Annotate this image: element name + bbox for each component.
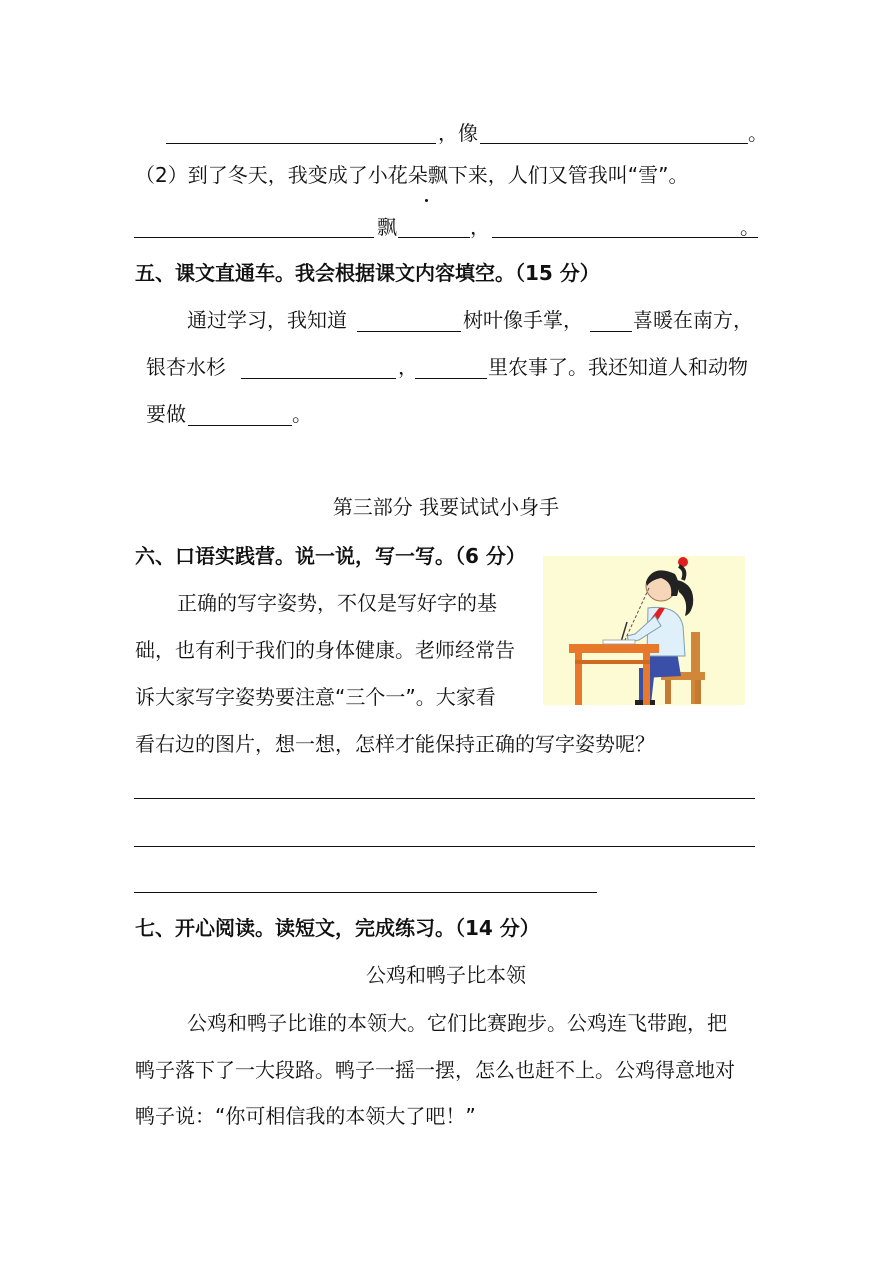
answer-blank[interactable] xyxy=(480,143,748,144)
writing-line[interactable] xyxy=(134,798,755,799)
answer-blank[interactable] xyxy=(166,143,436,144)
section-heading: 六、口语实践营。说一说，写一写。（6 分） xyxy=(135,544,526,568)
answer-blank[interactable] xyxy=(357,331,461,332)
text: ， xyxy=(470,215,490,239)
text: ，像 xyxy=(438,121,478,145)
paragraph-line: 正确的写字姿势，不仅是写好字的基 xyxy=(177,591,497,615)
answer-blank[interactable] xyxy=(241,378,396,379)
question-item-2: （2）到了冬天，我变成了小花朵飘下来，人们又管我叫“雪”。 xyxy=(135,163,689,187)
paragraph-line: 诉大家写字姿势要注意“三个一”。大家看 xyxy=(135,685,496,709)
girl-writing-at-desk-illustration xyxy=(543,556,745,705)
answer-blank[interactable] xyxy=(188,425,292,426)
story-title: 公鸡和鸭子比本领 xyxy=(366,963,526,987)
answer-blank[interactable] xyxy=(492,237,758,238)
text: 。 xyxy=(748,121,768,145)
text: 飘 xyxy=(377,215,397,239)
text: 要做 xyxy=(146,402,186,426)
text: 通过学习，我知道 xyxy=(187,308,347,332)
text: 树叶像手掌， xyxy=(463,308,583,332)
paragraph-line: 公鸡和鸭子比谁的本领大。它们比赛跑步。公鸡连飞带跑，把 xyxy=(187,1011,727,1035)
text: 里农事了。我还知道人和动物 xyxy=(488,355,748,379)
writing-line[interactable] xyxy=(134,892,597,893)
answer-blank[interactable] xyxy=(415,378,487,379)
emphasis-dot xyxy=(425,199,428,202)
section-heading: 七、开心阅读。读短文，完成练习。（14 分） xyxy=(135,916,540,940)
paragraph-line: 看右边的图片，想一想，怎样才能保持正确的写字姿势呢？ xyxy=(135,732,655,756)
text: 。 xyxy=(292,402,312,426)
text: 喜暖在南方， xyxy=(633,308,753,332)
paragraph-line: 础，也有利于我们的身体健康。老师经常告 xyxy=(135,638,515,662)
text: 银杏水杉 xyxy=(146,355,226,379)
answer-blank[interactable] xyxy=(134,237,374,238)
answer-blank[interactable] xyxy=(398,237,470,238)
text: 。 xyxy=(740,215,760,239)
section-heading: 五、课文直通车。我会根据课文内容填空。（15 分） xyxy=(135,261,600,285)
text: ， xyxy=(398,355,418,379)
paragraph-line: 鸭子落下了一大段路。鸭子一摇一摆，怎么也赶不上。公鸡得意地对 xyxy=(135,1058,735,1082)
part-title: 第三部分 我要试试小身手 xyxy=(332,495,560,519)
paragraph-line: 鸭子说：“你可相信我的本领大了吧！” xyxy=(135,1104,476,1128)
answer-blank[interactable] xyxy=(590,331,632,332)
writing-line[interactable] xyxy=(134,846,755,847)
